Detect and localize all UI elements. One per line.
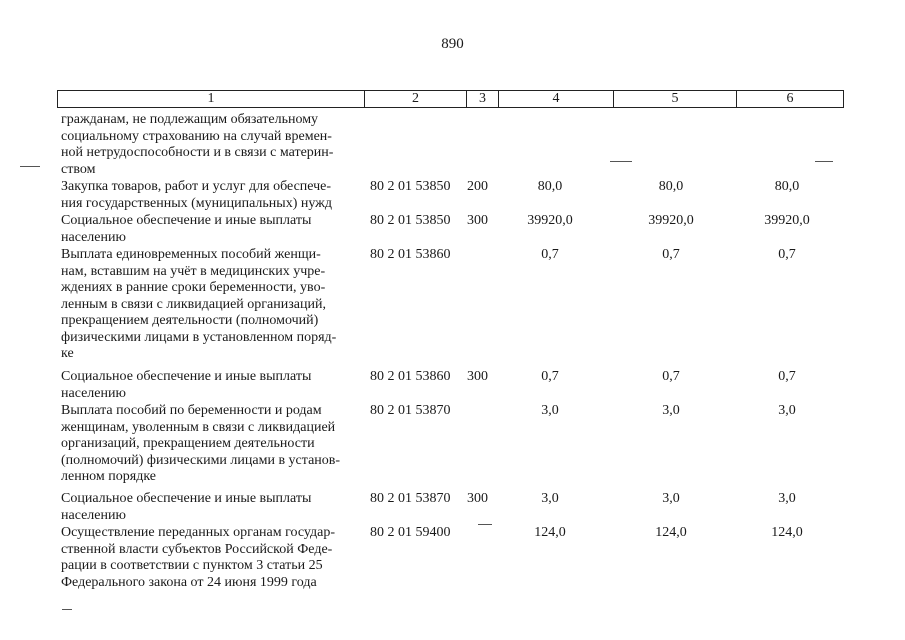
row-code: 80 2 01 53850 (370, 213, 451, 228)
description-line: ке (61, 346, 74, 361)
row-value-2021: 80,0 (537, 179, 563, 194)
row-type: 300 (467, 213, 488, 228)
row-description (61, 369, 358, 402)
row-value-2023: 3,0 (778, 491, 796, 506)
row-code: 80 2 01 53850 (370, 179, 451, 194)
row-code: 80 2 01 53870 (370, 403, 451, 418)
description-line: гражданам, не подлежащим обязательному (61, 112, 319, 127)
row-value-2023: 0,7 (778, 247, 796, 262)
row-code: 80 2 01 53870 (370, 491, 451, 506)
row-value-2022: 0,7 (662, 247, 680, 262)
row-description (61, 213, 358, 246)
row-value-2023: 0,7 (778, 369, 796, 384)
row-type: 300 (467, 491, 488, 506)
description-line: Социальное обеспечение и иные выплаты (61, 491, 312, 506)
header-col-6: 6 (786, 91, 794, 106)
description-line: ленным в связи с ликвидацией организаций, (61, 296, 326, 312)
description-line: населению (61, 229, 126, 245)
row-value-2023: 3,0 (778, 403, 796, 418)
row-description (61, 403, 358, 486)
row-description (61, 491, 358, 524)
description-line: Федерального закона от 24 июня 1999 года (61, 574, 317, 590)
row-value-2022: 0,7 (662, 369, 680, 384)
row-value-2022: 124,0 (655, 525, 687, 540)
description-line: физическими лицами в установленном поряд- (61, 329, 337, 345)
row-value-2021: 39920,0 (527, 213, 573, 228)
header-col-4: 4 (499, 91, 614, 107)
description-line: нам, вставшим на учёт в медицинских учре- (61, 263, 326, 279)
row-value-2021: 124,0 (534, 525, 566, 540)
row-value-2023: 39920,0 (764, 213, 810, 228)
row-value-2023: 80,0 (774, 179, 800, 194)
header-col-3: 3 (467, 91, 499, 107)
description-line: ждениях в ранние сроки беременности, уво- (61, 280, 326, 295)
description-line: прекращением деятельности (полномочий) (61, 313, 319, 328)
table-header (57, 90, 844, 108)
description-line: Осуществление переданных органам государ- (61, 525, 336, 540)
row-description (61, 525, 358, 591)
row-value-2022: 80,0 (658, 179, 684, 194)
description-line: населению (61, 385, 126, 401)
description-line: Социальное обеспечение и иные выплаты (61, 369, 312, 384)
row-code: 80 2 01 59400 (370, 525, 451, 540)
description-line: женщинам, уволенным в связи с ликвидацией (61, 419, 336, 435)
description-line: ния государственных (муниципальных) нужд (61, 195, 332, 211)
description-line: социальному страхованию на случай времен- (61, 128, 332, 144)
row-value-2021: 0,7 (541, 247, 559, 262)
row-description (61, 179, 358, 212)
header-col-5: 5 (614, 91, 737, 107)
header-col-1: 1 (58, 91, 365, 107)
description-line: Социальное обеспечение и иные выплаты (61, 213, 312, 228)
scan-artifact (610, 161, 632, 162)
row-value-2022: 3,0 (662, 491, 680, 506)
row-description (61, 112, 358, 178)
description-line: (полномочий) физическими лицами в установ- (61, 452, 341, 468)
description-line: организаций, прекращением деятельности (61, 436, 315, 451)
row-type: 300 (467, 369, 488, 384)
description-line: населению (61, 507, 126, 523)
row-value-2022: 3,0 (662, 403, 680, 418)
row-value-2021: 3,0 (541, 491, 559, 506)
row-value-2021: 3,0 (541, 403, 559, 418)
scan-artifact (815, 161, 833, 162)
description-line: Выплата пособий по беременности и родам (61, 403, 322, 418)
description-line: ной нетрудоспособности и в связи с материн- (61, 145, 334, 160)
row-description (61, 247, 358, 363)
page-number: 890 (441, 36, 464, 52)
row-code: 80 2 01 53860 (370, 369, 451, 384)
row-value-2021: 0,7 (541, 369, 559, 384)
description-line: ленном порядке (61, 469, 156, 484)
description-line: ственной власти субъектов Российской Феде- (61, 541, 333, 557)
scan-artifact (20, 166, 40, 167)
row-value-2023: 124,0 (771, 525, 803, 540)
header-col-2: 2 (365, 91, 467, 107)
description-line: Выплата единовременных пособий женщи- (61, 247, 321, 262)
scan-artifact (478, 524, 492, 525)
row-value-2022: 39920,0 (648, 213, 694, 228)
description-line: ством (61, 161, 96, 177)
row-type: 200 (467, 179, 488, 194)
description-line: Закупка товаров, работ и услуг для обеспече- (61, 179, 332, 194)
scan-artifact (62, 609, 72, 610)
row-code: 80 2 01 53860 (370, 247, 451, 262)
description-line: рации в соответствии с пунктом 3 статьи 25 (61, 558, 323, 573)
